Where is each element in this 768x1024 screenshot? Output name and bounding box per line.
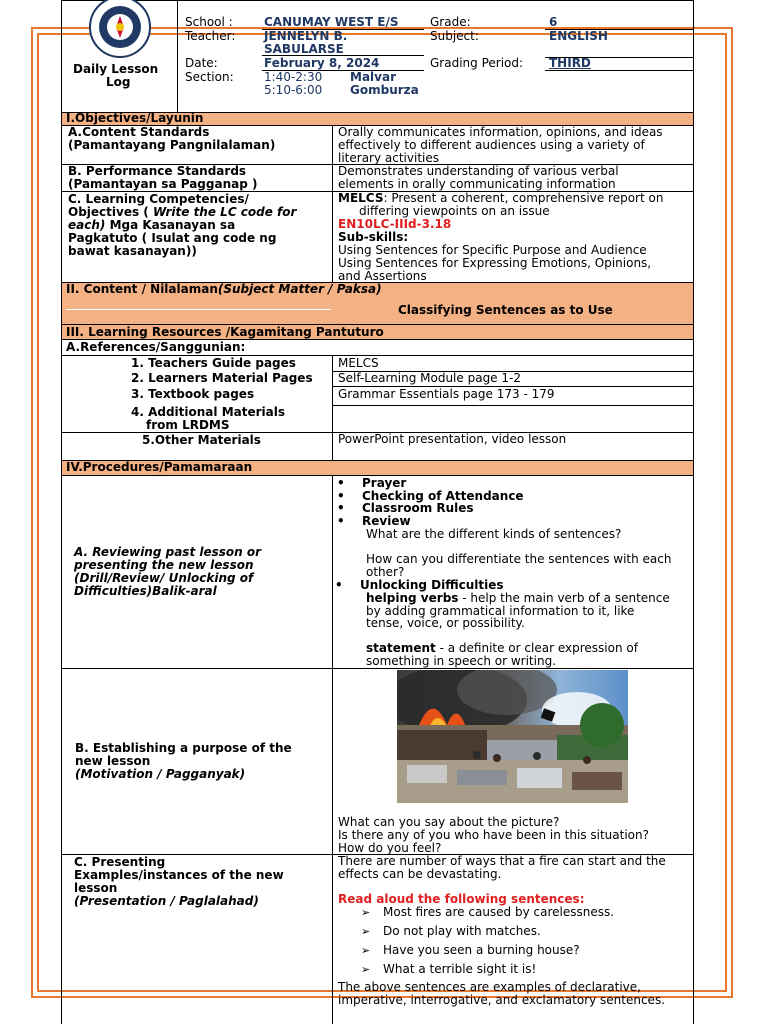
date-label: Date: [185, 56, 218, 70]
presentation-intro-1: There are number of ways that a fire can start and the [338, 854, 666, 868]
subskill-2a: Using Sentences for Expressing Emotions, Opinions, [338, 256, 652, 270]
teacher-value-1: JENNELYN B. [264, 29, 348, 43]
proc-a-label-4: Difficulties)Balik-aral [74, 584, 217, 598]
content-std-value-2: effectively to different audiences using a variety of [338, 138, 645, 152]
section-time-2: 5:10-6:00 [264, 83, 323, 97]
bullet-rules: • Classroom Rules [362, 502, 474, 515]
section-name-1: Malvar [350, 70, 396, 84]
table-border-left [61, 0, 62, 1024]
teacher-label: Teacher: [185, 29, 236, 43]
proc-c-label-3: lesson [74, 881, 118, 895]
grade-label: Grade: [430, 15, 471, 29]
content-underline [66, 309, 331, 310]
term-helping-verbs-def-2: by adding grammatical information to it, like [366, 604, 635, 618]
perf-std-value-2: elements in orally communicating information [338, 177, 616, 191]
references-label: A.References/Sanggunian: [66, 340, 246, 354]
section-time-1: 1:40-2:30 [264, 70, 323, 84]
page-border-right [731, 27, 733, 998]
fire-scene-photo [397, 670, 628, 803]
bullet-review: • Review [362, 515, 411, 528]
row-line [332, 405, 694, 406]
example-sentence-2: ➢ Do not play with matches. [383, 925, 541, 938]
grade-value: 6 [549, 15, 558, 29]
presentation-summary-2: imperative, interrogative, and exclamatory sentences. [338, 993, 666, 1007]
perf-std-label-1: B. Performance Standards [68, 164, 247, 178]
date-value: February 8, 2024 [264, 56, 380, 70]
objectives-heading: I.Objectives/Layunin [66, 111, 204, 125]
page-border-right-inner [725, 33, 727, 992]
lc-label-5: bawat kasanayan)) [68, 244, 197, 258]
resource-value-5: PowerPoint presentation, video lesson [338, 432, 567, 446]
resource-label-4b: from LRDMS [146, 418, 230, 432]
example-sentence-3: ➢ Have you seen a burning house? [383, 944, 580, 957]
review-question-2b: other? [366, 565, 405, 579]
content-std-label-1: A.Content Standards [68, 125, 210, 139]
section-label: Section: [185, 70, 234, 84]
subskill-2b: and Assertions [338, 269, 427, 283]
header-divider [177, 0, 178, 112]
content-std-value-3: literary activities [338, 151, 439, 165]
motivation-question-1: What can you say about the picture? [338, 815, 560, 829]
bullet-unlocking: • Unlocking Difficulties [360, 579, 504, 592]
read-aloud-instruction: Read aloud the following sentences: [338, 892, 585, 906]
subject-value: ENGLISH [549, 29, 608, 43]
teacher-value-2: SABULARSE [264, 42, 344, 56]
grading-underline [545, 70, 693, 71]
subskills-label: Sub-skills: [338, 230, 409, 244]
content-std-value-1: Orally communicates information, opinions, and ideas [338, 125, 663, 139]
review-question-2a: How can you differentiate the sentences with each [366, 552, 672, 566]
grading-period-value: THIRD [549, 56, 591, 70]
lc-code: EN10LC-IIId-3.18 [338, 217, 452, 231]
term-statement: statement - a definite or clear expression of [366, 641, 638, 655]
resource-value-1: MELCS [338, 356, 379, 370]
proc-b-label-1: B. Establishing a purpose of the [75, 741, 292, 755]
content-std-label-2: (Pamantayang Pangnilalaman) [68, 138, 276, 152]
column-divider [332, 355, 333, 460]
row-line [61, 668, 694, 669]
lesson-topic: Classifying Sentences as to Use [398, 303, 613, 317]
motivation-question-3: How do you feel? [338, 841, 442, 855]
perf-std-value-1: Demonstrates understanding of various verbal [338, 164, 619, 178]
lc-label-4: Pagkatuto ( Isulat ang code ng [68, 231, 277, 245]
proc-a-label-3: (Drill/Review/ Unlocking of [74, 571, 254, 585]
doc-title-line2: Log [106, 75, 131, 89]
presentation-intro-2: effects can be devastating. [338, 867, 502, 881]
term-helping-verbs: helping verbs - help the main verb of a sentence [366, 591, 670, 605]
page-border-left [31, 27, 33, 998]
term-statement-def-2: something in speech or writing. [366, 654, 557, 668]
column-divider [332, 125, 333, 282]
subject-label: Subject: [430, 29, 479, 43]
term-helping-verbs-def-3: tense, voice, or possibility. [366, 616, 525, 630]
subskill-1: Using Sentences for Specific Purpose and Audience [338, 243, 647, 257]
content-heading: II. Content / Nilalaman(Subject Matter / Paksa) [66, 282, 382, 296]
section-name-2: Gomburza [350, 83, 419, 97]
resource-value-2: Self-Learning Module page 1-2 [338, 371, 521, 385]
melcs-line-2: differing viewpoints on an issue [359, 204, 550, 218]
proc-b-label-2: new lesson [75, 754, 151, 768]
lc-label-3: each) Mga Kasanayan sa [68, 218, 236, 232]
school-value: CANUMAY WEST E/S [264, 15, 399, 29]
melcs-line: MELCS: Present a coherent, comprehensive report on [338, 191, 664, 205]
example-sentence-4: ➢ What a terrible sight it is! [383, 963, 536, 976]
resources-heading: III. Learning Resources /Kagamitang Pantuturo [66, 325, 384, 339]
resource-label-2: 2. Learners Material Pages [131, 371, 313, 385]
proc-c-label-2: Examples/instances of the new [74, 868, 284, 882]
grading-period-label: Grading Period: [430, 56, 524, 70]
table-border-right [693, 0, 694, 1024]
resource-label-1: 1. Teachers Guide pages [131, 356, 296, 370]
perf-std-label-2: (Pamantayan sa Pagganap ) [68, 177, 258, 191]
doc-title-line1: Daily Lesson [73, 62, 159, 76]
resource-label-3: 3. Textbook pages [131, 387, 255, 401]
lc-label-1: C. Learning Competencies/ [68, 192, 249, 206]
procedures-heading: IV.Procedures/Pamamaraan [66, 460, 253, 474]
school-label: School : [185, 15, 233, 29]
review-question-1: What are the different kinds of sentences? [366, 527, 622, 541]
lc-label-2: Objectives ( Write the LC code for [68, 205, 297, 219]
motivation-question-2: Is there any of you who have been in this situation? [338, 828, 649, 842]
proc-c-label-4: (Presentation / Paglalahad) [74, 894, 259, 908]
proc-b-label-3: (Motivation / Pagganyak) [75, 767, 246, 781]
bullet-prayer: • Prayer [362, 477, 406, 490]
presentation-summary-1: The above sentences are examples of declarative, [338, 980, 641, 994]
proc-c-label-1: C. Presenting [74, 855, 166, 869]
resource-value-3: Grammar Essentials page 173 - 179 [338, 387, 555, 401]
proc-a-label-1: A. Reviewing past lesson or [74, 545, 262, 559]
deped-seal-icon [74, 0, 166, 58]
resource-label-5: 5.Other Materials [142, 433, 261, 447]
proc-a-label-2: presenting the new lesson [74, 558, 254, 572]
column-divider [332, 475, 333, 1024]
page-border-left-inner [37, 33, 39, 992]
example-sentence-1: ➢ Most fires are caused by carelessness. [383, 906, 614, 919]
resource-label-4a: 4. Additional Materials [131, 405, 285, 419]
bullet-attendance: • Checking of Attendance [362, 490, 524, 503]
